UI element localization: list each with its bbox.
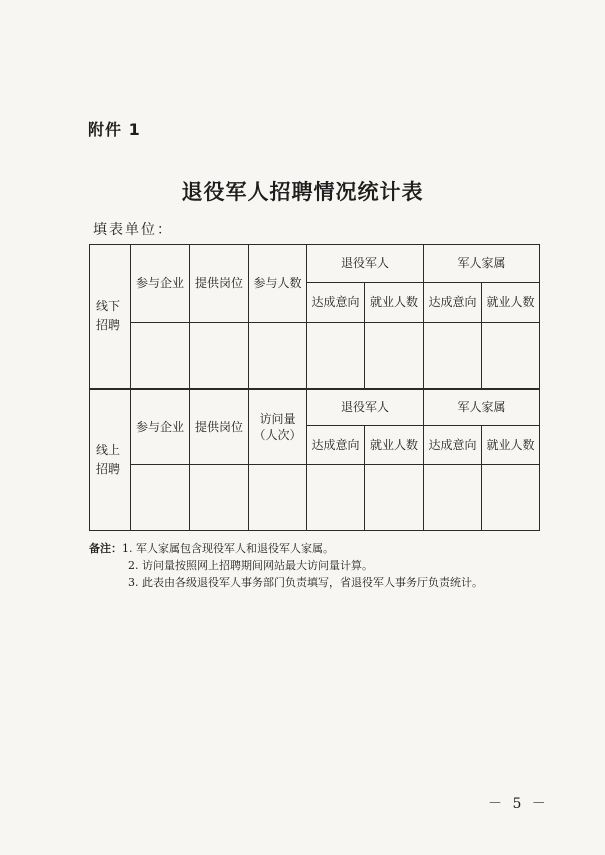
online-data-companies[interactable] bbox=[131, 465, 190, 531]
online-families-intent: 达成意向 bbox=[424, 426, 482, 465]
offline-header-row-1 bbox=[90, 245, 540, 283]
offline-families-intent: 达成意向 bbox=[424, 283, 482, 323]
offline-data-families-employed[interactable] bbox=[482, 323, 540, 389]
offline-data-companies[interactable] bbox=[131, 323, 190, 389]
online-data-veterans-intent[interactable] bbox=[307, 465, 365, 531]
online-visits-line2: （人次） bbox=[253, 427, 302, 442]
offline-families-employed: 就业人数 bbox=[482, 283, 540, 323]
fill-unit-label: 填表单位： bbox=[93, 222, 173, 238]
online-group-families: 军人家属 bbox=[424, 389, 540, 426]
note-item-1 bbox=[89, 540, 559, 557]
online-data-families-intent[interactable] bbox=[424, 465, 482, 531]
page-number: － 5 － bbox=[488, 796, 549, 812]
recruitment-statistics-table bbox=[89, 244, 540, 531]
offline-data-row bbox=[90, 323, 540, 389]
note-item-3: 3. 此表由各级退役军人事务部门负责填写，省退役军人事务厅负责统计。 bbox=[128, 576, 483, 589]
online-label-line2: 招聘 bbox=[96, 461, 121, 476]
note-item-2: 2. 访问量按照网上招聘期间网站最大访问量计算。 bbox=[128, 559, 373, 572]
online-families-employed: 就业人数 bbox=[482, 426, 540, 465]
online-row-label bbox=[90, 389, 131, 531]
online-data-visits[interactable] bbox=[249, 465, 307, 531]
offline-col-participants: 参与人数 bbox=[249, 245, 307, 323]
offline-data-participants[interactable] bbox=[249, 323, 307, 389]
online-data-veterans-employed[interactable] bbox=[365, 465, 424, 531]
offline-group-veterans: 退役军人 bbox=[307, 245, 424, 283]
offline-label-line1: 线下 bbox=[96, 299, 121, 314]
online-data-positions[interactable] bbox=[190, 465, 249, 531]
offline-col-companies: 参与企业 bbox=[131, 245, 190, 323]
online-visits-line1: 访问量 bbox=[259, 411, 296, 426]
online-veterans-employed: 就业人数 bbox=[365, 426, 424, 465]
online-label-line1: 线上 bbox=[96, 442, 121, 457]
online-group-veterans: 退役军人 bbox=[307, 389, 424, 426]
notes-label: 备注： bbox=[89, 542, 122, 555]
online-col-companies: 参与企业 bbox=[131, 389, 190, 465]
offline-veterans-employed: 就业人数 bbox=[365, 283, 424, 323]
offline-label-line2: 招聘 bbox=[96, 318, 121, 333]
online-data-row bbox=[90, 465, 540, 531]
attachment-label: 附件 1 bbox=[88, 120, 141, 139]
offline-data-veterans-employed[interactable] bbox=[365, 323, 424, 389]
note-text-1: 1. 军人家属包含现役军人和退役军人家属。 bbox=[122, 542, 334, 555]
offline-data-veterans-intent[interactable] bbox=[307, 323, 365, 389]
offline-group-families: 军人家属 bbox=[424, 245, 540, 283]
offline-col-positions: 提供岗位 bbox=[190, 245, 249, 323]
offline-data-positions[interactable] bbox=[190, 323, 249, 389]
offline-data-families-intent[interactable] bbox=[424, 323, 482, 389]
page-title: 退役军人招聘情况统计表 bbox=[181, 180, 424, 204]
online-col-visits bbox=[249, 389, 307, 465]
offline-row-label bbox=[90, 245, 131, 389]
notes-section bbox=[89, 540, 559, 591]
online-data-families-employed[interactable] bbox=[482, 465, 540, 531]
online-col-positions: 提供岗位 bbox=[190, 389, 249, 465]
offline-veterans-intent: 达成意向 bbox=[307, 283, 365, 323]
online-veterans-intent: 达成意向 bbox=[307, 426, 365, 465]
online-header-row-1 bbox=[90, 389, 540, 426]
